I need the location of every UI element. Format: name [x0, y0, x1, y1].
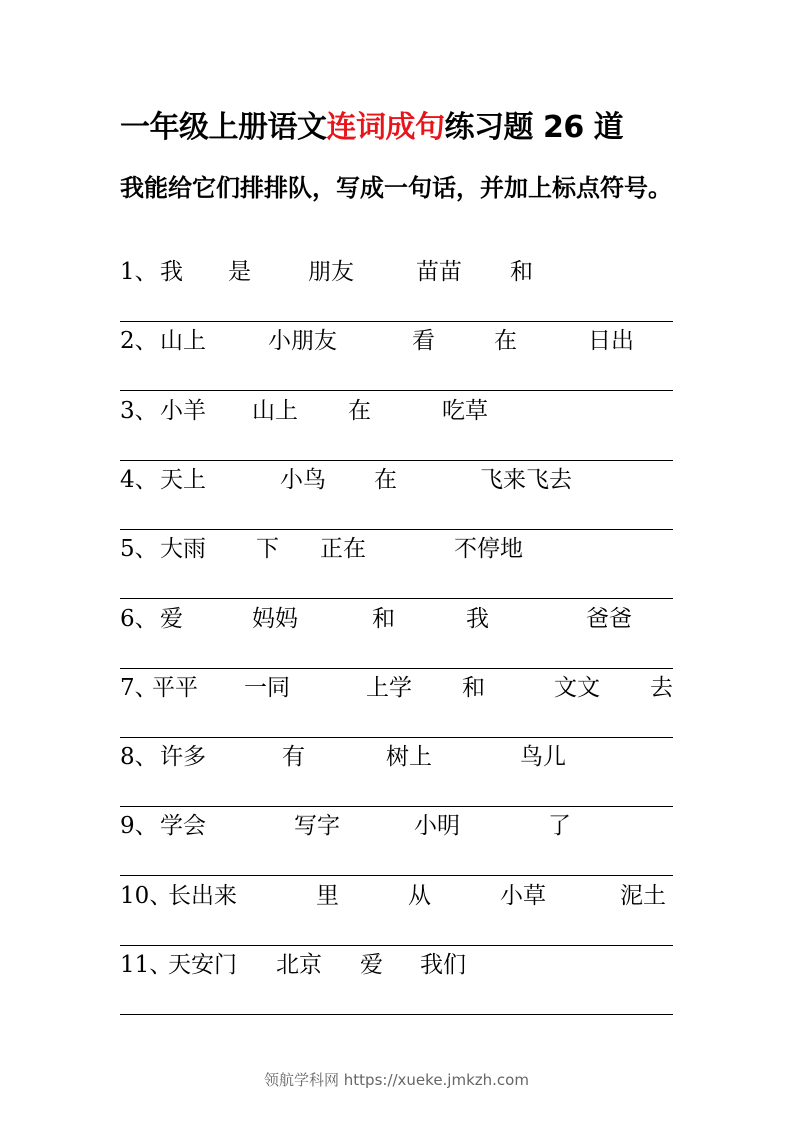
word-token: 在 — [494, 328, 517, 355]
word-token: 平平 — [152, 674, 198, 701]
word-token: 和 — [372, 605, 395, 632]
word-token: 大雨 — [160, 536, 206, 563]
word-token: 吃草 — [442, 397, 488, 424]
word-token: 泥土 — [620, 882, 666, 909]
word-token: 我 — [466, 605, 489, 632]
answer-line[interactable] — [120, 806, 673, 807]
word-token: 写字 — [294, 813, 340, 840]
title-highlight: 连词成句 — [326, 110, 445, 145]
word-token: 文文 — [554, 674, 600, 701]
word-token: 有 — [282, 744, 305, 771]
answer-line[interactable] — [120, 945, 673, 946]
word-token: 朋友 — [308, 259, 354, 285]
exercise-item — [120, 393, 673, 462]
footer-watermark: 领航学科网 https://xueke.jmkzh.com — [264, 1071, 529, 1089]
word-token: 了 — [548, 813, 571, 840]
answer-line[interactable] — [120, 1014, 673, 1015]
word-token: 爱 — [360, 952, 383, 978]
title-part1: 一年级上册语文 — [120, 110, 327, 145]
item-number: 3、 — [120, 397, 158, 424]
title-part2: 练习题 26 道 — [444, 110, 624, 145]
word-token: 学会 — [160, 813, 206, 840]
word-token: 小明 — [414, 813, 460, 840]
word-token: 小草 — [500, 882, 546, 909]
word-group — [120, 878, 673, 914]
word-token: 下 — [256, 536, 279, 563]
page-title — [120, 106, 623, 150]
word-group — [120, 531, 673, 567]
word-token: 树上 — [386, 744, 432, 771]
word-token: 天上 — [160, 466, 206, 493]
item-number: 4、 — [120, 466, 158, 493]
answer-line[interactable] — [120, 668, 673, 669]
exercise-item — [120, 462, 673, 531]
item-number: 10、 — [120, 882, 173, 909]
word-token: 天安门 — [168, 952, 237, 978]
word-token: 飞来飞去 — [480, 466, 572, 493]
item-number: 8、 — [120, 744, 158, 771]
item-number: 9、 — [120, 813, 158, 840]
word-token: 正在 — [320, 536, 366, 563]
answer-line[interactable] — [120, 529, 673, 530]
word-token: 长出来 — [168, 882, 237, 909]
word-token: 在 — [374, 466, 397, 493]
exercise-item — [120, 670, 673, 739]
word-token: 一同 — [244, 674, 290, 701]
word-group — [120, 670, 673, 706]
word-group — [120, 739, 673, 775]
exercise-item — [120, 739, 673, 808]
word-group — [120, 601, 673, 637]
word-token: 爱 — [160, 605, 183, 632]
word-token: 许多 — [160, 744, 206, 771]
exercise-item — [120, 254, 673, 323]
answer-line[interactable] — [120, 390, 673, 391]
word-token: 小朋友 — [268, 328, 337, 355]
word-group — [120, 393, 673, 429]
item-number: 5、 — [120, 536, 158, 563]
word-group — [120, 254, 673, 290]
exercise-item — [120, 947, 673, 1016]
word-token: 我们 — [420, 952, 466, 978]
word-token: 山上 — [160, 328, 206, 355]
exercise-item — [120, 531, 673, 600]
instruction-text: 我能给它们排排队，写成一句话，并加上标点符号。 — [120, 174, 672, 202]
word-token: 从 — [408, 882, 431, 909]
item-number: 1、 — [120, 259, 158, 285]
exercise-item — [120, 601, 673, 670]
word-token: 和 — [462, 674, 485, 701]
answer-line[interactable] — [120, 460, 673, 461]
exercise-item — [120, 878, 673, 947]
word-token: 北京 — [276, 952, 322, 978]
word-token: 小羊 — [160, 397, 206, 424]
word-token: 小鸟 — [280, 466, 326, 493]
item-number: 2、 — [120, 328, 158, 355]
word-token: 不停地 — [454, 536, 523, 563]
word-token: 爸爸 — [586, 605, 632, 632]
item-number: 6、 — [120, 605, 158, 632]
exercise-item — [120, 323, 673, 392]
word-token: 我 — [160, 259, 183, 285]
word-token: 妈妈 — [252, 605, 298, 632]
word-token: 里 — [316, 882, 339, 909]
word-token: 鸟儿 — [520, 744, 566, 771]
word-token: 在 — [348, 397, 371, 424]
word-token: 上学 — [366, 674, 412, 701]
exercise-item — [120, 808, 673, 877]
word-token: 看 — [412, 328, 435, 355]
answer-line[interactable] — [120, 598, 673, 599]
word-group — [120, 462, 673, 498]
word-token: 去 — [650, 674, 673, 701]
answer-line[interactable] — [120, 321, 673, 322]
word-token: 是 — [228, 259, 251, 285]
word-token: 苗苗 — [416, 259, 462, 285]
item-number: 7、 — [120, 674, 158, 701]
word-token: 日出 — [588, 328, 634, 355]
word-group — [120, 808, 673, 844]
item-number: 11、 — [120, 952, 173, 978]
word-token: 山上 — [252, 397, 298, 424]
answer-line[interactable] — [120, 737, 673, 738]
word-group — [120, 323, 673, 359]
word-token: 和 — [510, 259, 533, 285]
word-group — [120, 947, 673, 983]
answer-line[interactable] — [120, 875, 673, 876]
